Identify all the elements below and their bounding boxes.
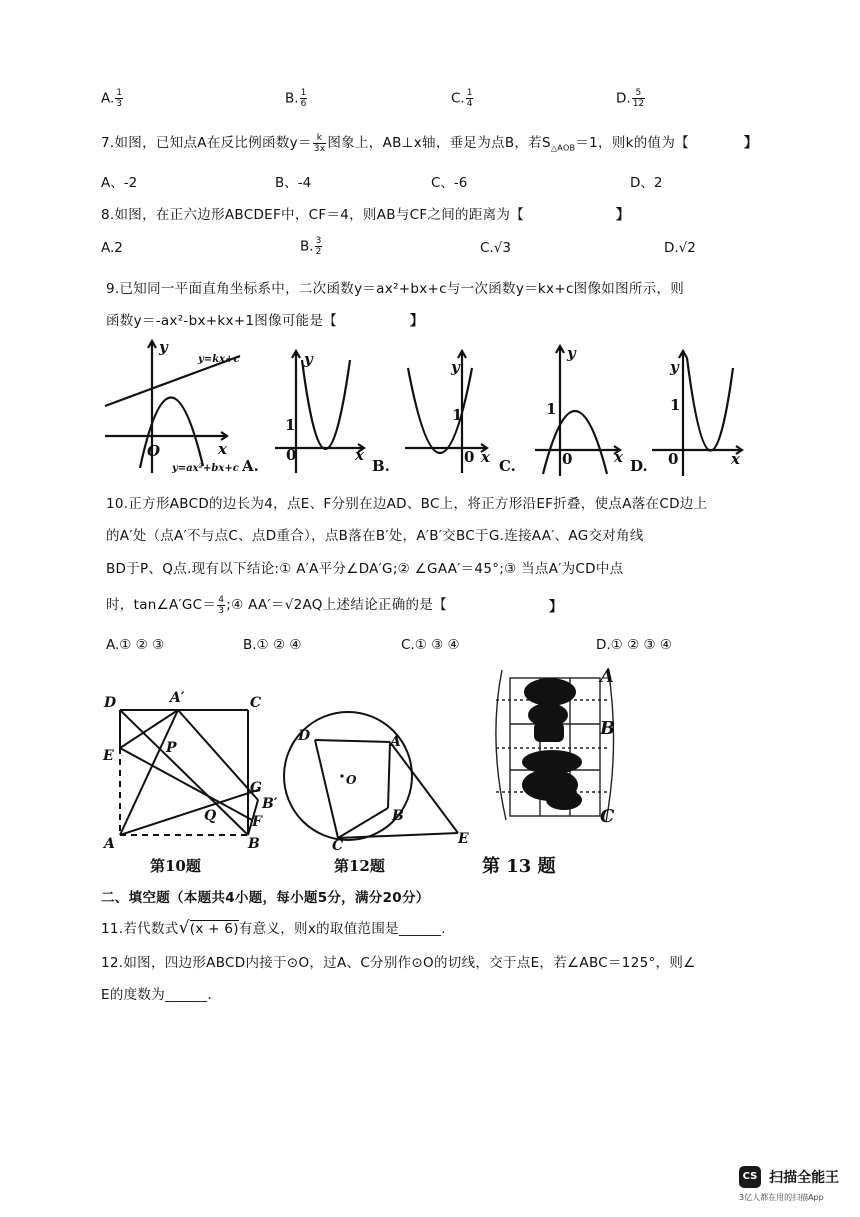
q9-stem-line1: 9.已知同一平面直角坐标系中，二次函数y＝ax²+bx+c与一次函数y＝kx+c图像如图所示，则 (106, 281, 685, 297)
q9-d-zero-label: 0 (668, 450, 679, 468)
q10-stem-line1: 10.正方形ABCD的边长为4，点E、F分别在边AD、BC上，将正方形沿EF折叠，使点A落在CD边上 (106, 496, 708, 512)
radical-sign-icon: √ (178, 918, 190, 938)
q7-text-a: 7.如图，已知点A在反比例函数y＝ (101, 135, 312, 151)
q9-d-x-label: x (731, 450, 740, 468)
q6-option-a-prefix: A. (101, 90, 115, 107)
q9-given-x-label: x (218, 440, 227, 458)
q9-a-one-label: 1 (285, 416, 296, 434)
q10-option-c: C.① ③ ④ (401, 637, 460, 653)
q11-text-b: 有意义，则x的取值范围是 (238, 921, 399, 937)
fig12-label-d: D (298, 728, 311, 744)
figure-10 (100, 680, 280, 855)
q9-stem-line2: 函数y＝-ax²-bx+kx+1图像可能是【 (106, 313, 338, 329)
fig12-label-o: O (346, 773, 357, 787)
q10-stem-line4 (106, 593, 447, 616)
q9-b-zero-label: 0 (464, 448, 475, 466)
fraction-numerator: 1 (300, 88, 307, 98)
q9-graphs-figure (100, 338, 750, 478)
fig12-label-c: C (332, 838, 344, 850)
q10-line4-text-a: 时，tan∠A′GC＝ (106, 597, 217, 613)
q7-text-c: ＝1，则k的值为【 (575, 135, 689, 151)
q9-parabola-label: y=ax²+bx+c (172, 463, 239, 474)
fig13-label-a: A (600, 666, 614, 687)
fig10-label-a: A (104, 836, 115, 852)
fraction-numerator: 5 (632, 88, 645, 99)
q12-text: E的度数为 (101, 987, 166, 1003)
q7-option-d: D、2 (630, 175, 663, 191)
q9-b-x-label: x (481, 448, 490, 466)
fraction-denominator: 3 (218, 605, 225, 616)
fig13-label-b: B (600, 718, 616, 739)
q6-option-b (285, 88, 308, 109)
q10-line4-text-b: ;④ AA′＝√2AQ上述结论正确的是【 (226, 597, 447, 613)
q8-option-b-fraction (315, 236, 323, 257)
q7-fraction (313, 133, 327, 154)
fig10-label-c: C (250, 695, 262, 711)
q11-radicand: (x + 6) (189, 921, 239, 937)
watermark-subtitle: 3亿人都在用的扫描App (739, 1193, 824, 1202)
q12-stem-line1: 12.如图，四边形ABCD内接于⊙O，过A、C分别作⊙O的切线，交于点E，若∠ABC＝125°，则∠ (101, 955, 696, 971)
scanner-watermark (739, 1166, 839, 1188)
q9-c-y-label: y (567, 344, 576, 362)
figure-13-caption: 第 13 题 (482, 856, 556, 877)
fig10-label-f: F (252, 814, 262, 830)
q7-bracket-end: 】 (744, 135, 758, 151)
fraction-numerator: k (313, 133, 327, 144)
fraction-denominator: 4 (466, 99, 473, 109)
q6-option-a-fraction (115, 88, 123, 109)
q10-bracket-end: 】 (549, 599, 563, 615)
figure-10-caption: 第10题 (150, 857, 201, 875)
figure-13 (488, 660, 638, 830)
figure-12 (280, 700, 480, 850)
q9-given-y-label: y (159, 338, 168, 356)
fraction-numerator: 1 (466, 88, 473, 98)
q9-option-b-graph (405, 351, 487, 473)
q11-stem (101, 917, 446, 938)
q9-a-y-label: y (304, 350, 313, 368)
q9-option-c-label: C. (499, 457, 516, 475)
fraction-denominator: 3 (116, 99, 123, 109)
q8-bracket-end: 】 (616, 207, 630, 223)
q8-option-c: C.√3 (480, 240, 511, 256)
fig10-label-p: P (166, 740, 177, 756)
q10-option-d: D.① ② ③ ④ (596, 637, 672, 653)
q10-option-b: B.① ② ④ (243, 637, 302, 653)
q6-option-c-prefix: C. (451, 90, 465, 107)
q9-line-label: y=kx+c (198, 354, 240, 365)
q6-option-d-fraction (632, 88, 645, 109)
fraction-numerator: 4 (218, 594, 225, 605)
q9-a-zero-label: 0 (286, 446, 297, 464)
q8-stem: 8.如图，在正六边形ABCDEF中，CF＝4，则AB与CF之间的距离为【 (101, 207, 525, 223)
fig10-label-d: D (104, 695, 117, 711)
fig13-label-c: C (600, 806, 615, 827)
q7-option-a: A、-2 (101, 175, 138, 191)
fraction-denominator: 12 (632, 99, 645, 109)
fraction-denominator: 3x (313, 143, 326, 154)
fig12-label-e: E (458, 831, 469, 847)
q12-stem-line2 (101, 983, 212, 1003)
q12-answer-blank: ______ (165, 987, 208, 1003)
fig10-label-a-prime: A′ (170, 690, 185, 706)
q6-option-b-prefix: B. (285, 90, 299, 107)
q9-option-b-label: B. (372, 457, 390, 475)
fraction-denominator: 6 (300, 99, 307, 109)
q11-text-a: 11.若代数式 (101, 921, 179, 937)
q7-text-b: 图象上，AB⊥x轴，垂足为点B，若S (327, 135, 551, 151)
q9-option-d-graph (652, 351, 742, 476)
q9-d-y-label: y (670, 358, 679, 376)
q9-b-one-label: 1 (452, 406, 463, 424)
q8-option-d: D.√2 (664, 240, 696, 256)
q9-c-zero-label: 0 (562, 450, 573, 468)
fraction-numerator: 3 (315, 236, 322, 246)
figure-12-caption: 第12题 (334, 857, 385, 875)
section-2-heading: 二、填空题（本题共4小题，每小题5分，满分20分） (101, 890, 430, 906)
fraction-numerator: 1 (116, 88, 123, 98)
fraction-denominator: 2 (315, 247, 322, 257)
q10-fraction (217, 595, 225, 616)
fig10-label-b-prime: B′ (262, 796, 278, 812)
q7-option-c: C、-6 (431, 175, 468, 191)
q9-a-x-label: x (355, 446, 364, 464)
q7-option-b: B、-4 (275, 175, 312, 191)
fig10-label-g: G (250, 780, 262, 796)
fig10-label-q: Q (204, 808, 217, 824)
q7-subscript: △AOB (550, 143, 576, 153)
camscanner-logo-icon: CS (739, 1166, 761, 1188)
q6-option-c-fraction (466, 88, 474, 109)
q11-answer-blank: ______ (398, 921, 442, 937)
q6-option-a (101, 88, 124, 109)
q6-option-c (451, 88, 474, 109)
watermark-title: 扫描全能王 (769, 1170, 840, 1186)
fig10-label-e: E (103, 748, 114, 764)
q9-d-one-label: 1 (670, 396, 681, 414)
q7-stem (101, 131, 689, 154)
q9-option-d-label: D. (630, 457, 648, 475)
q8-option-a: A.2 (101, 240, 123, 256)
fig10-label-b: B (248, 836, 260, 852)
q8-option-b (300, 236, 323, 257)
q9-b-y-label: y (451, 358, 460, 376)
q10-option-a: A.① ② ③ (106, 637, 165, 653)
q10-stem-line3: BD于P、Q点.现有以下结论:① A′A平分∠DA′G;② ∠GAA′＝45°;③ 当点A′为CD中点 (106, 561, 624, 577)
q9-given-origin-label: O (147, 442, 161, 460)
q9-c-x-label: x (614, 448, 623, 466)
q11-end-punct: . (441, 921, 446, 937)
q9-c-one-label: 1 (546, 400, 557, 418)
q6-option-b-fraction (300, 88, 308, 109)
q8-option-b-prefix: B. (300, 238, 314, 255)
q10-stem-line2: 的A′处（点A′不与点C、点D重合），点B落在B′处，A′B′交BC于G.连接AA′、AG交对角线 (106, 528, 644, 544)
q6-option-d-prefix: D. (616, 90, 631, 107)
q12-end-punct: . (207, 987, 212, 1003)
q6-option-d (616, 88, 646, 109)
fig12-label-a: A (390, 734, 401, 750)
q9-bracket-end: 】 (410, 313, 424, 329)
fig12-label-b: B (392, 808, 404, 824)
q9-option-a-label: A. (242, 457, 259, 475)
